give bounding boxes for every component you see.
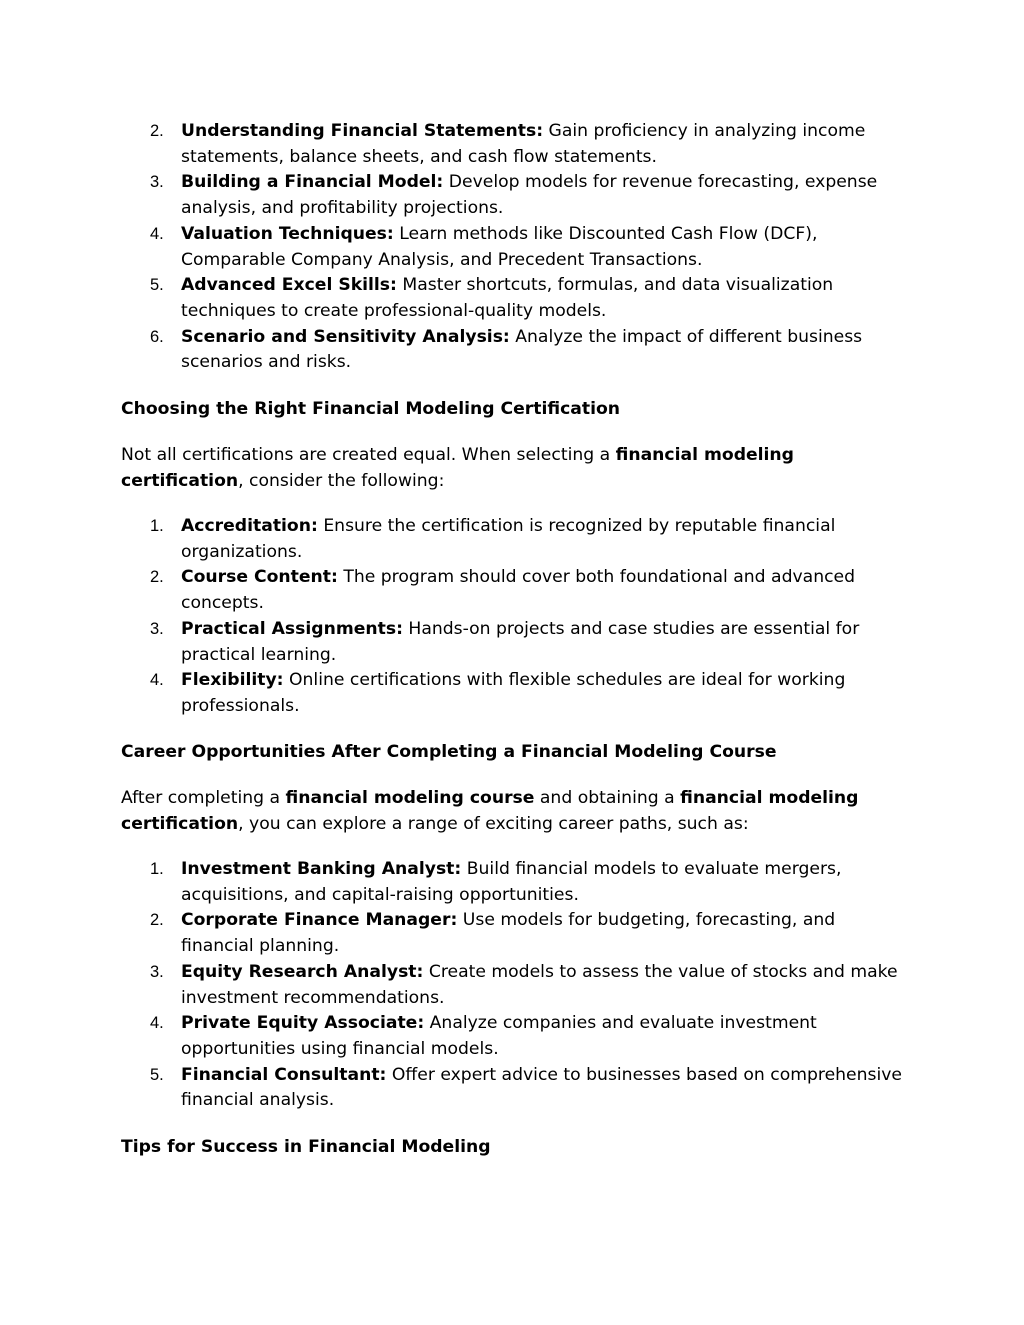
list-desc: The program should cover both foundational and advanced concepts.: [181, 567, 856, 614]
list-desc: Analyze the impact of different business scenarios and risks.: [181, 326, 863, 373]
list-item: [121, 170, 911, 221]
list-desc: Develop models for revenue forecasting, expense analysis, and profitability projections.: [181, 172, 878, 219]
list-number: 1.: [150, 860, 164, 878]
list-item: [121, 617, 911, 668]
list-term: Building a Financial Model:: [181, 172, 444, 193]
list-term: Flexibility:: [181, 670, 284, 691]
list-desc: Learn methods like Discounted Cash Flow (DCF), Comparable Company Analysis, and Precedent Transactions.: [181, 223, 818, 270]
list-item: [121, 273, 911, 324]
list-item: [121, 668, 911, 719]
list-desc: Analyze companies and evaluate investment opportunities using financial models.: [181, 1013, 817, 1059]
section-heading-choosing: Choosing the Right Financial Modeling Certification: [121, 399, 621, 419]
list-term: Course Content:: [181, 567, 338, 588]
list-number: 2.: [150, 122, 164, 140]
list-item: [121, 325, 911, 376]
list-term: Corporate Finance Manager:: [181, 910, 458, 931]
list-number: 5.: [150, 276, 164, 295]
list-desc: Use models for budgeting, forecasting, and financial planning.: [181, 910, 836, 957]
choosing-list-block: [121, 514, 911, 720]
list-number: 2.: [150, 911, 164, 930]
list-desc: Ensure the certification is recognized by reputable financial organizations.: [181, 516, 836, 562]
list-term: Financial Consultant:: [181, 1064, 387, 1085]
list-term: Investment Banking Analyst:: [181, 859, 462, 879]
list-number: 4.: [150, 224, 164, 243]
choosing-intro-paragraph: [121, 443, 911, 494]
list-item: [121, 565, 911, 616]
list-term: Valuation Techniques:: [181, 223, 394, 244]
intro-text: Not all certifications are created equal. When selecting a: [121, 445, 616, 465]
choosing-list: [121, 514, 911, 720]
list-item: [121, 908, 911, 959]
career-list-block: [121, 857, 911, 1114]
list-number: 3.: [150, 619, 164, 638]
list-term: Understanding Financial Statements:: [181, 121, 544, 141]
list-number: 1.: [150, 517, 164, 535]
list-term: Practical Assignments:: [181, 618, 403, 639]
list-number: 6.: [150, 327, 164, 346]
list-term: Accreditation:: [181, 516, 318, 536]
skills-list-block: [121, 119, 911, 376]
list-desc: Gain proficiency in analyzing income statements, balance sheets, and cash flow statements.: [181, 121, 866, 167]
list-desc: Master shortcuts, formulas, and data visualization techniques to create professional-quality models.: [181, 275, 834, 321]
list-term: Advanced Excel Skills:: [181, 275, 397, 296]
list-item: [121, 119, 911, 170]
list-item: [121, 222, 911, 273]
list-number: 3.: [150, 173, 164, 192]
list-desc: Create models to assess the value of stocks and make investment recommendations.: [181, 961, 898, 1008]
list-desc: Offer expert advice to businesses based on comprehensive financial analysis.: [181, 1064, 902, 1111]
career-list: [121, 857, 911, 1114]
intro-text: and obtaining a: [534, 788, 681, 808]
intro-text: After completing a: [121, 788, 286, 808]
list-desc: Online certifications with flexible schedules are ideal for working professionals.: [181, 670, 846, 716]
list-item: [121, 1011, 911, 1062]
list-item: [121, 514, 911, 565]
intro-bold-text: financial modeling certification: [121, 445, 794, 491]
list-term: Scenario and Sensitivity Analysis:: [181, 326, 510, 347]
intro-text: , you can explore a range of exciting career paths, such as:: [238, 813, 749, 834]
intro-text: , consider the following:: [238, 470, 445, 491]
list-number: 4.: [150, 671, 164, 690]
list-term: Equity Research Analyst:: [181, 961, 424, 982]
list-item: [121, 960, 911, 1011]
list-number: 5.: [150, 1065, 164, 1084]
intro-bold-text: financial modeling course: [285, 788, 535, 808]
list-number: 2.: [150, 568, 164, 587]
career-intro-paragraph: [121, 786, 911, 837]
list-desc: Hands-on projects and case studies are essential for practical learning.: [181, 618, 860, 665]
list-item: [121, 857, 911, 908]
list-number: 3.: [150, 962, 164, 981]
section-heading-tips: Tips for Success in Financial Modeling: [121, 1137, 491, 1157]
list-desc: Build financial models to evaluate mergers, acquisitions, and capital-raising opportunities.: [181, 859, 842, 905]
section-heading-career: Career Opportunities After Completing a Financial Modeling Course: [121, 742, 777, 762]
skills-list: [121, 119, 911, 376]
list-item: [121, 1063, 911, 1114]
list-term: Private Equity Associate:: [181, 1013, 425, 1034]
intro-bold-text: financial modeling certification: [121, 788, 859, 834]
list-number: 4.: [150, 1014, 164, 1033]
